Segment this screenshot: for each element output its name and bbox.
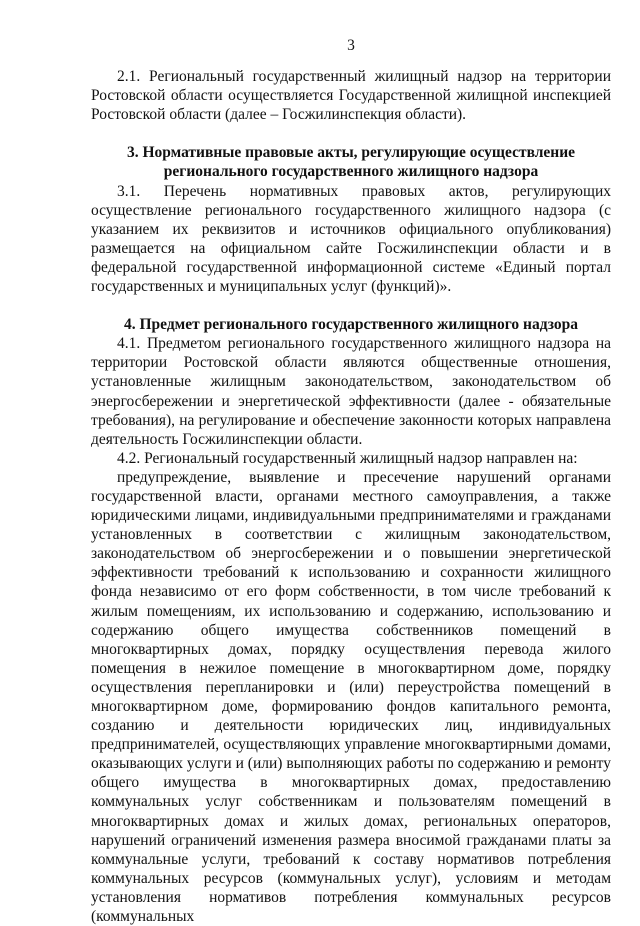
- paragraph-4-1: 4.1. Предметом регионального государственного жилищного надзора на территории Ростовской области являются общественные отношения, установленные жилищным законодательством, законодательством об энергосбережении и энергетической эффективности (далее - обязательные требования), на регулирование и обеспечение законности которых направлена деятельность Госжилинспекции области.: [91, 335, 611, 448]
- spacer: [91, 296, 611, 315]
- paragraph-3-1: 3.1. Перечень нормативных правовых актов, регулирующих осуществление регионального государственного жилищного надзора (с указанием их реквизитов и источников официального опубликования) размещается на официальном сайте Госжилинспекции области и в федеральной государственной информационной системе «Единый портал государственных и муниципальных услуг (функций)».: [91, 182, 611, 296]
- section-3-heading-line-1: 3. Нормативные правовые акты, регулирующие осуществление: [126, 144, 576, 162]
- section-3-heading-line-2: регионального государственного жилищного надзора: [163, 163, 539, 181]
- document-page: [91, 36, 611, 926]
- paragraph-4-2: 4.2. Региональный государственный жилищный надзор направлен на:: [117, 449, 578, 467]
- section-4-heading: 4. Предмет регионального государственного жилищного надзора: [123, 316, 578, 334]
- page-number: 3: [347, 37, 355, 54]
- spacer: [91, 124, 611, 143]
- paragraph-4-2-body: предупреждение, выявление и пресечение нарушений органами государственной власти, органами местного самоуправления, а также юридическими лицами, индивидуальными предпринимателями и гражданами установленных в соответствии с жилищным законодательством, законодательством об энергосбережении и о повышении энергетической эффективности требований к использованию и сохранности жилищного фонда независимо от его форм собственности, в том числе требований к жилым помещениям, их использованию и содержанию, использованию и содержанию общего имущества собственников помещений в многоквартирных домах, порядку осуществления перевода жилого помещения в нежилое помещение в многоквартирном доме, порядку осуществления перепланировки и (или) переустройства помещений в многоквартирном доме, формированию фондов капитального ремонта, созданию и деятельности юридических лиц, индивидуальных предпринимателей, осуществляющих управление многоквартирными домами, оказывающих услуги и (или) выполняющих работы по содержанию и ремонту общего имущества в многоквартирных домах, предоставлению коммунальных услуг собственникам и пользователям помещений в многоквартирных домах и жилых домах, региональных операторов, нарушений ограничений изменения размера вносимой гражданами платы за коммунальные услуги, требований к составу нормативов потребления коммунальных ресурсов (коммунальных услуг), условиям и методам установления нормативов потребления коммунальных ресурсов (коммунальных: [91, 468, 611, 926]
- paragraph-2-1: 2.1. Региональный государственный жилищный надзор на территории Ростовской области осуществляется Государственной жилищной инспекцией Ростовской области (далее – Госжилинспекция области).: [91, 68, 611, 124]
